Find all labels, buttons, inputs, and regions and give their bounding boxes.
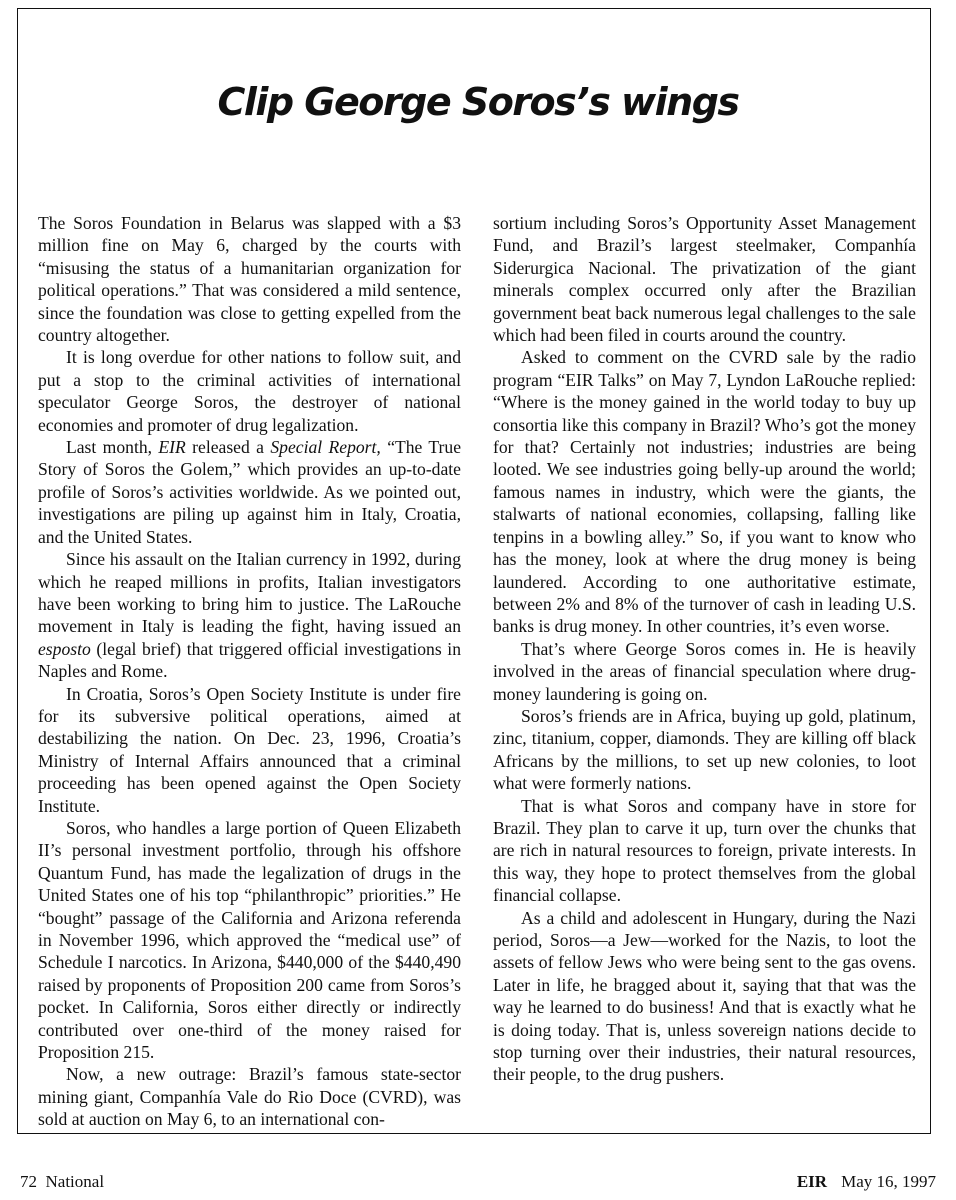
text-run: released a bbox=[185, 437, 271, 458]
paragraph-hungary: As a child and adolescent in Hungary, during the Nazi period, Soros—a Jew—worked for the Nazis, to loot the assets of fellow Jews who were being sent to the gas ovens. Later in life, he bragged about it, saying that that was the way he learned to do business! And that is exactly what he is doing today. That is, unless sovereign nations decide to stop turning over their industries, their natural resources, their people, to the drug pushers. bbox=[493, 907, 916, 1085]
paragraph-belarus-fine: The Soros Foundation in Belarus was slapped with a $3 million fine on May 6, charged by the courts with “misusing the status of a humanitarian organization for political operations.” That was considered a mild sentence, since the foundation was close to getting expelled from the country altogether. bbox=[38, 213, 461, 346]
paragraph-larouche-quote: Asked to comment on the CVRD sale by the radio program “EIR Talks” on May 7, Lyndon LaRouche replied: “Where is the money gained in the world today to buy up consortia like this company in Brazil? Who’s got the money for that? Certainly not industries; industries are being looted. We see industries going belly-up around the world; famous names in industry, which were the giants, the stalwarts of national economies, collapsing, falling like tenpins in a bowling alley.” So, if you want to know who has the money, look at where the drug money is being laundered. According to one authoritative estimate, between 2% and 8% of the turnover of cash in leading U.S. banks is drug money. In other countries, it’s even worse. bbox=[493, 347, 916, 637]
paragraph-italian-currency bbox=[38, 548, 461, 682]
paragraph-africa: Soros’s friends are in Africa, buying up gold, platinum, zinc, titanium, copper, diamonds. They are killing off black Africans by the millions, to set up new colonies, to loot what were formerly nations. bbox=[493, 705, 916, 794]
publication-name-italic: EIR bbox=[158, 437, 186, 458]
left-column bbox=[38, 212, 461, 1131]
text-run: (legal brief) that triggered official investigations in Naples and Rome. bbox=[38, 638, 461, 682]
article-title: Clip George Soros’s wings bbox=[217, 80, 739, 124]
text-run: Last month, bbox=[66, 437, 159, 458]
report-name-italic: Special Report, bbox=[270, 437, 381, 458]
page-number: 72 bbox=[20, 1172, 37, 1191]
issue-date: May 16, 1997 bbox=[841, 1172, 936, 1191]
text-run: Since his assault on the Italian currency in 1992, during which he reaped millions in profits, Italian investigators have been working to bring him to justice. The LaRouche movement in Italy is leading the fight, having issued an bbox=[38, 549, 461, 637]
paragraph-queen-elizabeth: Soros, who handles a large portion of Queen Elizabeth II’s personal investment portfolio, through his offshore Quantum Fund, has made the legalization of drugs in the United States one of his top “philanthropic” priorities.” He “bought” passage of the California and Arizona referenda in November 1996, which approved the “medical use” of Schedule I narcotics. In Arizona, $440,000 of the $440,490 raised by proponents of Proposition 200 came from Soros’s pocket. In California, Soros either directly or indirectly contributed over one-third of the money raised for Proposition 215. bbox=[38, 817, 461, 1063]
section-name: National bbox=[45, 1172, 105, 1191]
esposto-italic: esposto bbox=[38, 638, 91, 659]
paragraph-consortium: sortium including Soros’s Opportunity Asset Management Fund, and Brazil’s largest steelmaker, Companhía Siderurgica Nacional. The privatization of the giant minerals complex occurred only after the Brazilian government beat back numerous legal challenges to the sale which had been filed in courts around the country. bbox=[493, 213, 916, 346]
paragraph-special-report bbox=[38, 436, 461, 548]
footer-page-info bbox=[20, 1172, 104, 1192]
paragraph-overdue: It is long overdue for other nations to follow suit, and put a stop to the criminal activities of international speculator George Soros, the destroyer of national economies and promoter of drug legalization. bbox=[38, 347, 461, 435]
paragraph-soros-comes-in: That’s where George Soros comes in. He is heavily involved in the areas of financial speculation where drug-money laundering is going on. bbox=[493, 638, 916, 704]
publication-name: EIR bbox=[796, 1172, 828, 1191]
paragraph-cvrd-outrage: Now, a new outrage: Brazil’s famous state-sector mining giant, Companhía Vale do Rio Doce (CVRD), was sold at auction on May 6, to an international con- bbox=[38, 1064, 461, 1130]
text-run: “The True Story of Soros the Golem,” which provides an up-to-date profile of Soros’s activities worldwide. As we pointed out, investigations are piling up against him in Italy, Croatia, and the United States. bbox=[38, 437, 462, 547]
footer-issue-info bbox=[797, 1172, 936, 1192]
paragraph-brazil-plans: That is what Soros and company have in store for Brazil. They plan to carve it up, turn over the chunks that are rich in natural resources to foreign, private interests. In this way, they hope to protect themselves from the global financial collapse. bbox=[493, 795, 916, 906]
right-column bbox=[493, 212, 916, 1086]
paragraph-croatia: In Croatia, Soros’s Open Society Institute is under fire for its subversive political operations, aimed at destabilizing the nation. On Dec. 23, 1996, Croatia’s Ministry of Internal Affairs announced that a criminal proceeding has been opened against the Open Society Institute. bbox=[38, 683, 461, 816]
